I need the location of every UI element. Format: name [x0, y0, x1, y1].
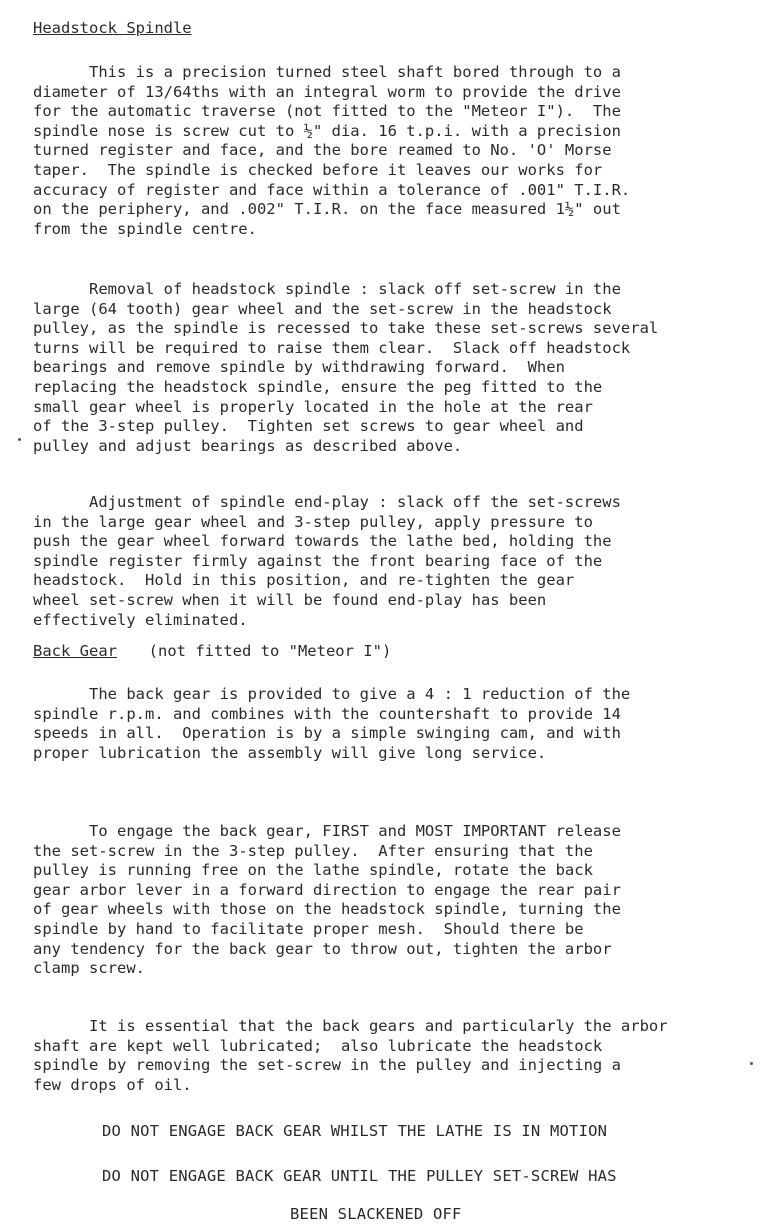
headstock-spindle-paragraph-1: This is a precision turned steel shaft bored through to a diameter of 13/64ths with an integral worm to provide the drive for the automatic traverse (not fitted to the "Meteor I"). The spindle nose is screw cut to ½" dia. 16 t.p.i. with a precision turned register and face, and the bore reamed to No. 'O' Morse taper. The spindle is checked before it leaves our works for accuracy of register and face within a tolerance of .001" T.I.R. on the periphery, and .002" T.I.R. on the face measured 1½" out from the spindle centre. — [33, 63, 631, 238]
back-gear-heading-note: (not fitted to "Meteor I") — [130, 642, 392, 660]
warning-line-1: DO NOT ENGAGE BACK GEAR WHILST THE LATHE IS IN MOTION — [102, 1122, 608, 1140]
scan-speck — [750, 1062, 753, 1065]
headstock-spindle-removal-paragraph: Removal of headstock spindle : slack off set-screw in the large (64 tooth) gear wheel and the set-screw in the headstock pulley, as the spindle is recessed to take these set-screws several turns will be required to raise them clear. Slack off headstock bearings and remove spindle by withdrawing forward. When replacing the headstock spindle, ensure the peg fitted to the small gear wheel is properly located in the hole at the rear of the 3-step pulley. Tighten set screws to gear wheel and pulley and adjust bearings as described above. — [33, 280, 659, 455]
back-gear-heading: Back Gear — [33, 642, 117, 660]
scan-speck — [18, 438, 21, 441]
spindle-end-play-paragraph: Adjustment of spindle end-play : slack off the set-screws in the large gear wheel and 3-step pulley, apply pressure to push the gear wheel forward towards the lathe bed, holding the spindle register firmly against the front bearing face of the headstock. Hold in this position, and re-tighten the gear wheel set-screw when it will be found end-play has been effectively eliminated. — [33, 493, 621, 629]
back-gear-engage-paragraph: To engage the back gear, FIRST and MOST IMPORTANT release the set-screw in the 3-step pulley. After ensuring that the pulley is running free on the lathe spindle, rotate the back gear arbor lever in a forward direction to engage the rear pair of gear wheels with those on the headstock spindle, turning the spindle by hand to facilitate proper mesh. Should there be any tendency for the back gear to throw out, tighten the arbor clamp screw. — [33, 822, 621, 978]
headstock-spindle-heading: Headstock Spindle — [33, 19, 192, 37]
back-gear-paragraph-1: The back gear is provided to give a 4 : 1 reduction of the spindle r.p.m. and combines with the countershaft to provide 14 speeds in all. Operation is by a simple swinging cam, and with proper lubrication the assembly will give long service. — [33, 685, 631, 762]
back-gear-lubrication-paragraph: It is essential that the back gears and particularly the arbor shaft are kept well lubricated; also lubricate the headstock spindle by removing the set-screw in the pulley and injecting a few drops of oil. — [33, 1017, 668, 1094]
warning-line-3: BEEN SLACKENED OFF — [290, 1205, 462, 1223]
warning-line-2: DO NOT ENGAGE BACK GEAR UNTIL THE PULLEY SET-SCREW HAS — [102, 1167, 617, 1185]
